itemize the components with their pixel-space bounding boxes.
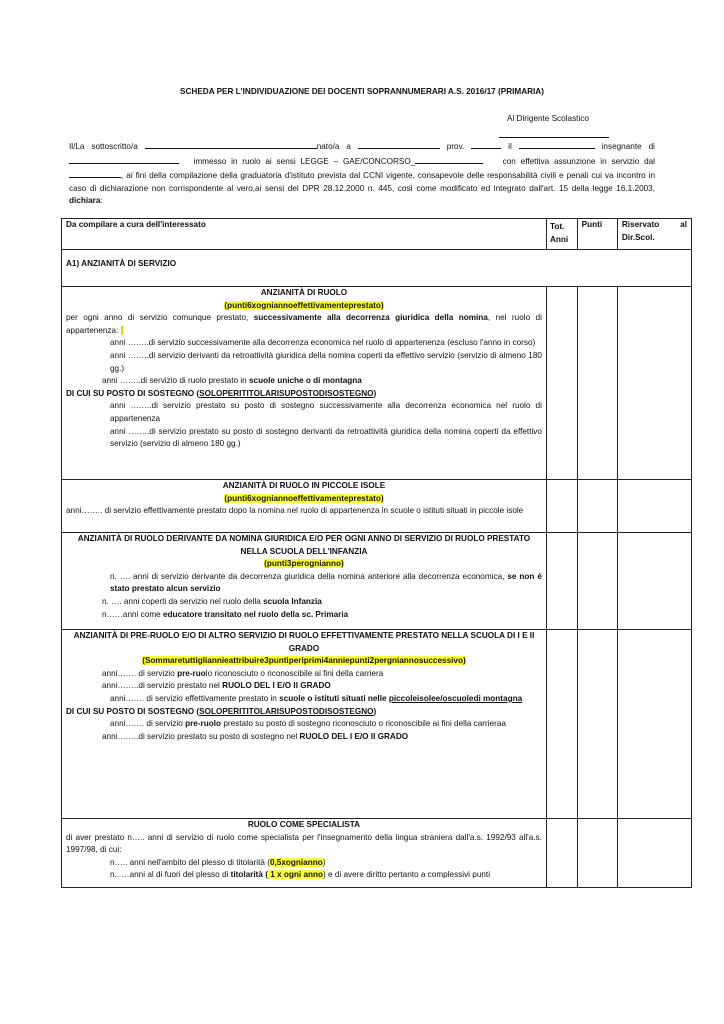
birthplace-field[interactable] [358,139,440,149]
text: n. …. anni coperti da servizio nel ruolo della [102,596,261,606]
punti-cell[interactable] [577,287,617,480]
block1-line7: anni ……..di servizio prestato su posto di sostegno derivanti da retroattività giuridica della nomina coperti da effettivo servizio (servizio di almeno 180 gg.) [110,426,542,449]
block5-line1: di aver prestato n….. anni di servizio di ruolo come specialista per l'insegnamento della lingua straniera dall'a.s. 1992/93 all'a.s. 1997/98, di cui: [66,832,542,855]
reserved-cell [617,287,691,480]
colon: : [100,196,103,206]
text: lo riconosciuto o riconoscibile ai fini della carriera [205,668,384,678]
text: n.. …anni al di fuori del plesso di [110,870,229,880]
text-underlined: SOLOPERITITOLARISUPOSTODISOSTEGNO [199,388,374,398]
block1-points: (punti6xogniannoeffettivamenteprestato) [224,300,384,310]
header-interested: Da compilare a cura dell'interessato [62,219,547,250]
block1-line4 [66,375,542,388]
dichiara-label: dichiara [69,196,101,206]
block-specialista [62,819,692,888]
block4-title: ANZIANITÀ DI PRE-RUOLO E/O DI ALTRO SERVIZIO DI RUOLO EFFETTIVAMENTE PRESTATO NELLA SCUOLA DI I E II GRADO [73,631,535,653]
text: n. …. anni di servizio derivante da decorrenza giuridica della nomina anteriore alla decorrenza economica, [110,571,505,581]
block-nomina-giuridica [62,533,692,630]
text: anni……. di servizio effettivamente prestato in [110,693,277,703]
birthdate-field[interactable] [519,139,595,149]
header-reserved: Riservato al Dir.Scol. [617,219,691,250]
text-bold: se non è stato prestato alcun servizio [110,571,542,594]
intro-name-label: Il/La sottoscritto/a [69,142,138,151]
text-bold: titolarità [230,870,263,880]
text: DI CUI SU POSTO DI SOSTEGNO ( [66,388,200,398]
block1-line3: anni ……..di servizio derivanti da retroattività giuridica della nomina coperti da effettivo servizio (servizio di almeno 180 gg.) [110,350,542,373]
text-underlined: SOLOPERITITOLARISUPOSTODISOSTEGNO [199,706,374,716]
text: DI CUI SU POSTO DI SOSTEGNO ( [66,706,200,716]
text-bold: scuola Infanzia [263,596,322,606]
block3-line1 [66,571,542,596]
table-header-row [62,219,692,250]
intro-role-label: immesso in ruolo ai sensi LEGGE – GAE/CONCORSO_ [193,156,416,166]
block3-points: (punti3perognianno) [264,559,344,569]
declaration-paragraph [69,139,655,208]
block4-line4 [66,706,542,719]
block-anzianita-ruolo [62,287,692,480]
text-highlight: 1 x ogni anno [267,870,323,880]
block5-line3 [66,869,542,882]
punti-cell[interactable] [577,630,617,819]
tot-anni-cell[interactable] [546,630,577,819]
reserved-cell [617,819,691,888]
text-bold: RUOLO DEL I E/O II GRADO [222,681,331,691]
block2-line1: anni…….. di servizio effettivamente prestato dopo la nomina nel ruolo di appartenenza in scuole o istituti situati in piccole isole [66,506,524,516]
competition-field[interactable] [415,154,483,164]
punti-cell[interactable] [577,533,617,630]
text-bold: pre-ruo [177,668,206,678]
name-field[interactable] [145,139,317,149]
text-bold: ( [265,870,268,880]
block4-line5 [66,718,542,731]
block1-content [62,287,547,480]
tot-anni-cell[interactable] [546,480,577,533]
text: anni ……..di servizio di ruolo prestato in [102,376,247,386]
block4-line2 [66,680,542,693]
section-a1-title: A1) ANZIANITÀ DI SERVIZIO [62,250,692,287]
block1-line1 [66,312,542,337]
document-title: SCHEDA PER L'INDIVIDUAZIONE DEI DOCENTI SOPRANNUMERARI A.S. 2016/17 (PRIMARIA) [180,87,544,96]
text: anni……..di servizio prestato su posto di sostegno nel [102,731,298,741]
reserved-cell [617,480,691,533]
block3-line2 [66,596,542,609]
tot-anni-cell[interactable] [546,287,577,480]
text-bold: pre-ruolo [185,719,222,729]
subject-field[interactable] [69,154,179,164]
block2-content [62,480,547,533]
text: ) e di avere diritto pertanto a complessivi punti [323,870,491,880]
text: prestato su posto di sostegno riconosciuto o riconoscibile ai fini della carrieraа [223,719,506,729]
province-field[interactable] [471,139,501,149]
text: ) [373,388,377,398]
text-bold: scuole o istituti situati nelle [279,693,387,703]
text-bold: educatore transitato nel ruolo della sc. Primaria [163,609,349,619]
text-bold: scuole uniche o di montagna [249,376,362,386]
text: per ogni anno di servizio comunque prestato, [66,313,249,323]
recipient-label: Al Dirigente Scolastico [507,114,589,123]
text: anni……..di servizio prestato nel [102,681,220,691]
text: anni……. di servizio [110,719,183,729]
text: anni……. di servizio [102,668,175,678]
block2-points: (punti6xogniannoeffettivamenteprestato) [224,493,384,503]
reserved-cell [617,533,691,630]
section-a1-row [62,250,692,287]
block4-line3 [66,693,542,706]
block3-title: ANZIANITÀ DI RUOLO DERIVANTE DA NOMINA GIURIDICA E/O PER OGNI ANNO DI SERVIZIO DI RUOLO PRESTATO NELLA SCUOLA DELL'INFANZIA [77,534,531,556]
block5-content [62,819,547,888]
block1-line2: anni ……..di servizio successivamente alla decorrenza economica nel ruolo di appartenenza (escluso l'anno in corso) [110,338,536,348]
text: ) [373,706,377,716]
intro-date-label: il [508,142,512,151]
text: ) [322,857,326,867]
intro-province-label: prov. [446,142,465,151]
text-bold: RUOLO DEL I E/O II GRADO [299,731,409,741]
text: n….. anni nell'ambito del plesso di titolarità ( [110,857,270,867]
text-bold: successivamente alla decorrenza giuridica della nomina [253,313,488,323]
block5-title: RUOLO COME SPECIALISTA [247,820,361,829]
block-piccole-isole [62,480,692,533]
text: , nel ruolo di appartenenza: [66,313,542,335]
block4-points: (Sommaretuttiglianniеattribuire3puntiperiprimi4anniepunti2pergnіannosuccessivo) [142,656,466,666]
block4-content [62,630,547,819]
block5-line2 [66,857,542,870]
intro-service-label: con effettiva assunzione in servizio dal [502,156,655,166]
block1-line5 [66,388,542,401]
block1-title: ANZIANITÀ DI RUOLO [260,288,348,297]
block3-line3 [66,609,542,622]
block4-line1 [66,668,542,681]
intro-birthplace-label: nato/a a [316,142,351,151]
service-table [61,218,692,888]
punti-cell[interactable] [577,819,617,888]
block2-title: ANZIANITÀ DI RUOLO IN PICCOLE ISOLE [222,481,386,490]
header-punti: Punti [577,219,617,250]
signature-line[interactable] [499,137,609,138]
intro-subject-label: insegnante di [601,142,655,151]
text-highlight: 0,5xognianno [269,857,323,867]
reserved-cell [617,630,691,819]
punti-cell[interactable] [577,480,617,533]
intro-legal-text: , ai fini della compilazione della graduatoria d'istituto prevista dal CCNI vigente, consapevole delle responsabilità civili e penali cui va incontro in caso di dichiarazione non corrispondente al vero,ai sensi del DPR 28.12.2000 n. 445, così come modificato ed integrato dall'art. 15 della legge 16.1.2003, [69,171,655,193]
block3-content [62,533,547,630]
service-date-field[interactable] [69,168,121,178]
tot-anni-cell[interactable] [546,533,577,630]
header-tot-anni: Tot. Anni [546,219,577,250]
text-underlined: piccoleisolee/oscuoledi montagna [388,693,523,703]
block4-line6 [66,731,542,744]
block1-line6: anni ……..di servizio prestato su posto di sostegno successivamente alla decorrenza economica nel ruolo di appartenenza [110,401,542,423]
tot-anni-cell[interactable] [546,819,577,888]
text: n……anni come [102,609,161,619]
text-cursor [121,326,123,335]
block-pre-ruolo [62,630,692,819]
